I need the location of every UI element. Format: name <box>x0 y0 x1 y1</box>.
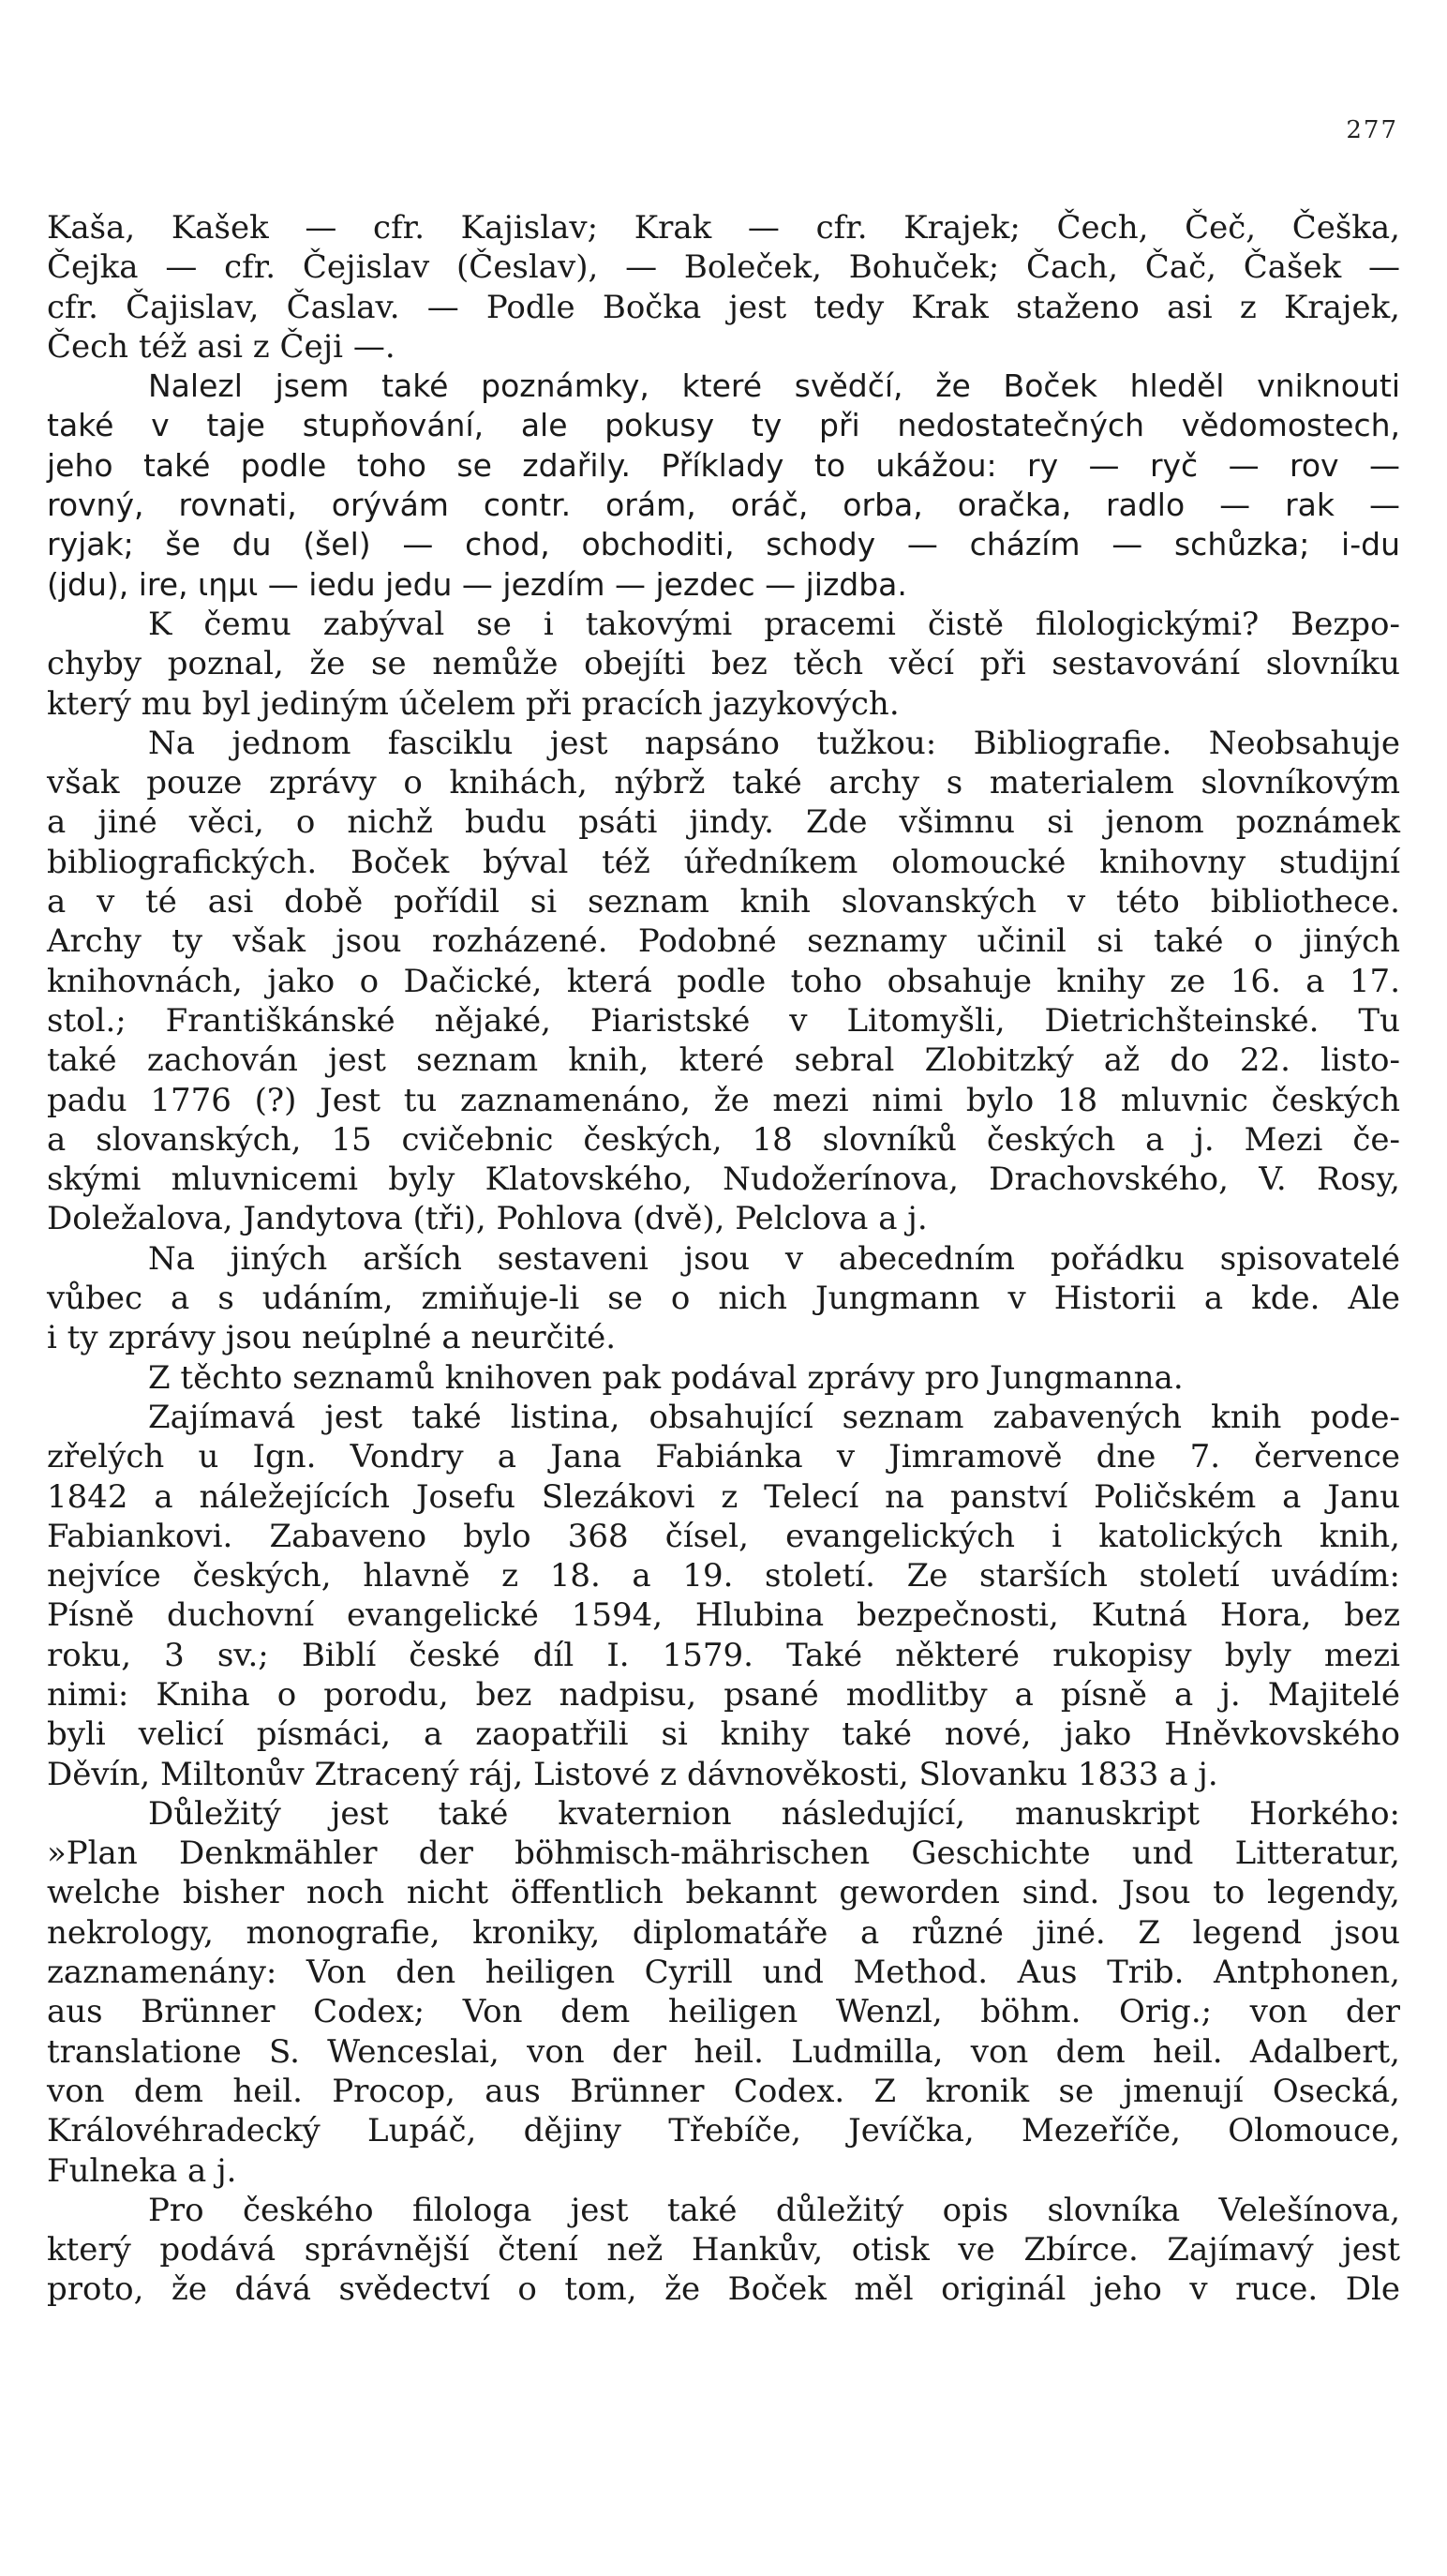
text-line: roku, 3 sv.; Biblí české díl I. 1579. Také některé rukopisy byly mezi <box>47 1636 1400 1674</box>
text-line: Doležalova, Jandytova (tři), Pohlova (dvě), Pelclova a j. <box>47 1200 928 1238</box>
text-line: také zachován jest seznam knih, které sebral Zlobitzký až do 22. listo- <box>47 1041 1400 1080</box>
page-number: 277 <box>1346 116 1398 144</box>
text-line: Děvín, Miltonův Ztracený ráj, Listové z dávnověkosti, Slovanku 1833 a j. <box>47 1755 1218 1793</box>
text-line: von dem heil. Procop, aus Brünner Codex. Z kronik se jmenují Osecká, <box>47 2072 1400 2110</box>
text-line: a v té asi době pořídil si seznam knih slovanských v této bibliothece. <box>47 883 1400 921</box>
text-line: chyby poznal, že se nemůže obejíti bez těch věcí při sestavování slovníku <box>47 645 1400 683</box>
text-line: byli velicí písmáci, a zaopatřili si knihy také nové, jako Hněvkovského <box>47 1715 1400 1754</box>
text-line: stol.; Františkánské nějaké, Piaristské v Litomyšli, Dietrichšteinské. Tu <box>47 1001 1400 1040</box>
paragraph <box>47 724 1400 1239</box>
text-body <box>47 208 1400 2310</box>
text-line: Královéhradecký Lupáč, dějiny Třebíče, Jevíčka, Mezeříče, Olomouce, <box>47 2112 1400 2150</box>
text-line: Na jiných arších sestaveni jsou v abecedním pořádku spisovatelé <box>148 1239 1400 1278</box>
text-line: který mu byl jediným účelem při pracích jazykových. <box>47 684 900 723</box>
paragraph <box>47 208 1400 367</box>
text-line: Zajímavá jest také listina, obsahující seznam zabavených knih pode- <box>148 1398 1400 1436</box>
text-line: cfr. Čajislav, Časlav. — Podle Bočka jest tedy Krak staženo asi z Krajek, <box>47 288 1400 326</box>
text-line: Pro českého filologa jest také důležitý opis slovníka Velešínova, <box>148 2191 1400 2229</box>
text-line: i ty zprávy jsou neúplné a neurčité. <box>47 1319 617 1357</box>
text-line: zřelých u Ign. Vondry a Jana Fabiánka v Jimramově dne 7. července <box>47 1438 1400 1476</box>
text-line: Písně duchovní evangelické 1594, Hlubina bezpečnosti, Kutná Hora, bez <box>47 1596 1400 1635</box>
text-line: Na jednom fasciklu jest napsáno tužkou: Bibliografie. Neobsahuje <box>148 724 1400 762</box>
text-line: vůbec a s udáním, zmiňuje-li se o nich Jungmann v Historii a kde. Ale <box>47 1280 1400 1318</box>
text-line: jeho také podle toho se zdařily. Příklady to ukážou: ry — ryč — rov — <box>47 446 1400 484</box>
paragraph <box>47 2191 1400 2310</box>
text-line: »Plan Denkmähler der böhmisch-mährischen Geschichte und Litteratur, <box>47 1835 1400 1873</box>
text-line: Čejka — cfr. Čejislav (Česlav), — Boleček, Bohuček; Čach, Čač, Čašek — <box>47 248 1400 287</box>
text-line: padu 1776 (?) Jest tu zaznamenáno, že mezi nimi bylo 18 mluvnic českých <box>47 1081 1400 1119</box>
text-line: nekrology, monografie, kroniky, diplomatáře a různé jiné. Z legend jsou <box>47 1913 1400 1952</box>
text-line: translatione S. Wenceslai, von der heil. Ludmilla, von dem heil. Adalbert, <box>47 2032 1400 2071</box>
text-line: skými mluvnicemi byly Klatovského, Nudožerínova, Drachovského, V. Rosy, <box>47 1161 1400 1199</box>
text-line: K čemu zabýval se i takovými pracemi čistě filologickými? Bezpo- <box>148 605 1400 643</box>
text-line: však pouze zprávy o knihách, nýbrž také archy s materialem slovníkovým <box>47 764 1400 802</box>
text-line: nejvíce českých, hlavně z 18. a 19. století. Ze starších století uvádím: <box>47 1557 1400 1595</box>
text-line: Důležitý jest také kvaternion následující, manuskript Horkého: <box>148 1794 1400 1833</box>
text-line: knihovnách, jako o Dačické, která podle toho obsahuje knihy ze 16. a 17. <box>47 962 1400 1000</box>
text-line: 1842 a náležejících Josefu Slezákovi z Telecí na panství Poličském a Janu <box>47 1477 1400 1516</box>
text-line: (jdu), ire, ιημι — iedu jedu — jezdím — jezdec — jizdba. <box>47 565 907 603</box>
text-line: bibliografických. Boček býval též úředníkem olomoucké knihovny studijní <box>47 843 1400 881</box>
text-line: nimi: Kniha o porodu, bez nadpisu, psané modlitby a písně a j. Majitelé <box>47 1675 1400 1714</box>
text-line: také v taje stupňování, ale pokusy ty při nedostatečných vědomostech, <box>47 407 1400 444</box>
text-line: a jiné věci, o nichž budu psáti jindy. Zde všimnu si jenom poznámek <box>47 803 1400 842</box>
text-line: Archy ty však jsou rozházené. Podobné seznamy učinil si také o jiných <box>47 922 1400 961</box>
paragraph <box>47 1794 1400 2191</box>
text-line: aus Brünner Codex; Von dem heiligen Wenzl, böhm. Orig.; von der <box>47 1993 1400 2031</box>
text-line: Z těchto seznamů knihoven pak podával zprávy pro Jungmanna. <box>148 1358 1184 1397</box>
text-line: Fabiankovi. Zabaveno bylo 368 čísel, evangelických i katolických knih, <box>47 1517 1400 1555</box>
text-line: Fulneka a j. <box>47 2151 237 2190</box>
text-line: proto, že dává svědectví o tom, že Boček měl originál jeho v ruce. Dle <box>47 2270 1400 2309</box>
text-line: Kaša, Kašek — cfr. Kajislav; Krak — cfr. Krajek; Čech, Čeč, Češka, <box>47 209 1400 247</box>
text-line: který podává správnější čtení než Hankův, otisk ve Zbírce. Zajímavý jest <box>47 2231 1400 2269</box>
paragraph <box>47 1398 1400 1794</box>
paragraph <box>47 605 1400 724</box>
text-line: a slovanských, 15 cvičebnic českých, 18 slovníků českých a j. Mezi če- <box>47 1120 1400 1159</box>
text-line: zaznamenány: Von den heiligen Cyrill und Method. Aus Trib. Antphonen, <box>47 1954 1400 1992</box>
text-line: Nalezl jsem také poznámky, které svědčí, že Boček hleděl vniknouti <box>148 367 1400 405</box>
text-line: rovný, rovnati, orývám contr. orám, oráč, orba, oračka, radlo — rak — <box>47 487 1400 524</box>
paragraph <box>47 1358 1400 1398</box>
paragraph <box>47 1239 1400 1358</box>
text-line: Čech též asi z Čeji —. <box>47 327 395 366</box>
paragraph <box>47 367 1400 605</box>
text-line: welche bisher noch nicht öffentlich bekannt geworden sind. Jsou to legendy, <box>47 1874 1400 1912</box>
text-line: ryjak; še du (šel) — chod, obchoditi, schody — cházím — schůzka; i-du <box>47 526 1400 563</box>
